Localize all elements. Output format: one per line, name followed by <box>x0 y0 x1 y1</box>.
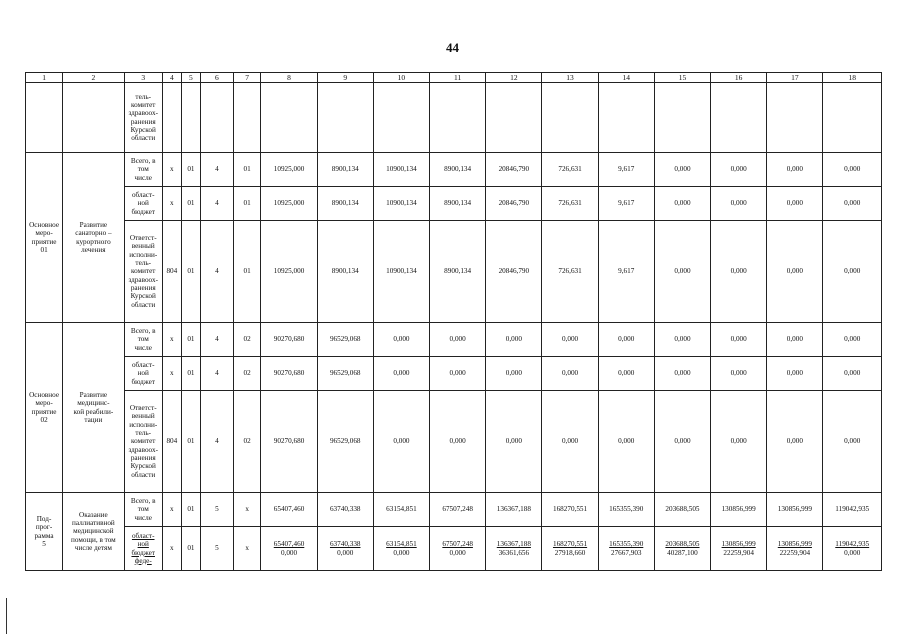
value-cell: 726,631 <box>542 153 598 187</box>
value-cell: 168270,551 <box>542 493 598 527</box>
column-header: 11 <box>430 73 486 83</box>
value-cell: 0,000 <box>654 357 710 391</box>
column-header: 1 <box>26 73 63 83</box>
value-cell: 63154,851 0,000 <box>373 527 429 571</box>
value-cell: 8900,134 <box>317 187 373 221</box>
table-cell <box>823 83 882 153</box>
block1-row <box>26 221 882 323</box>
column-header: 4 <box>162 73 181 83</box>
value-cell: 0,000 <box>598 357 654 391</box>
responsible-cell: област- ной бюджет <box>124 357 162 391</box>
responsible-cell: Ответст- венный исполни- тель- комитет здравоох- ранения Курской области <box>124 221 162 323</box>
value-cell: 0,000 <box>654 221 710 323</box>
value-cell: 0,000 <box>767 357 823 391</box>
value-cell: 119042,935 <box>823 493 882 527</box>
code-cell: 5 <box>200 527 233 571</box>
value-cell: 203688,505 40287,100 <box>654 527 710 571</box>
value-cell: 0,000 <box>430 323 486 357</box>
value-cell: 0,000 <box>486 391 542 493</box>
value-cell: 130856,999 22259,904 <box>711 527 767 571</box>
column-header: 10 <box>373 73 429 83</box>
table-cell <box>26 83 63 153</box>
table-cell <box>486 83 542 153</box>
value-cell: 0,000 <box>598 391 654 493</box>
code-cell: 01 <box>181 187 200 221</box>
value-cell: 0,000 <box>654 187 710 221</box>
value-cell: 96529,068 <box>317 391 373 493</box>
block1-label: Основное меро- приятие 01 <box>26 153 63 323</box>
value-cell: 165355,390 27667,903 <box>598 527 654 571</box>
value-cell: 0,000 <box>654 391 710 493</box>
code-cell: 4 <box>200 153 233 187</box>
value-cell: 10925,000 <box>261 153 317 187</box>
code-cell: 01 <box>181 527 200 571</box>
value-cell: 8900,134 <box>430 187 486 221</box>
value-cell: 168270,551 27918,660 <box>542 527 598 571</box>
table-cell <box>654 83 710 153</box>
value-cell: 96529,068 <box>317 323 373 357</box>
value-cell: 0,000 <box>542 357 598 391</box>
table-cell <box>63 83 125 153</box>
block2-name: Развитие медицинс- кой реабили- тации <box>63 323 125 493</box>
block2-label: Основное меро- приятие 02 <box>26 323 63 493</box>
table-cell <box>162 83 181 153</box>
value-cell: 0,000 <box>598 323 654 357</box>
code-cell: 5 <box>200 493 233 527</box>
value-cell: 0,000 <box>373 391 429 493</box>
code-cell: 4 <box>200 357 233 391</box>
value-cell: 20846,790 <box>486 221 542 323</box>
value-cell: 8900,134 <box>317 153 373 187</box>
value-cell: 90270,680 <box>261 357 317 391</box>
block1-row <box>26 187 882 221</box>
code-cell: х <box>233 493 261 527</box>
value-cell: 0,000 <box>767 187 823 221</box>
table-cell <box>233 83 261 153</box>
value-cell: 0,000 <box>767 221 823 323</box>
code-cell: х <box>162 153 181 187</box>
block1-name: Развитие санаторно – курортного лечения <box>63 153 125 323</box>
code-cell: х <box>162 187 181 221</box>
value-cell: 96529,068 <box>317 357 373 391</box>
value-cell: 136367,188 36361,656 <box>486 527 542 571</box>
value-cell: 0,000 <box>486 357 542 391</box>
code-cell: х <box>162 323 181 357</box>
value-cell: 9,617 <box>598 221 654 323</box>
responsible-cell: Ответст- венный исполни- тель- комитет здравоох- ранения Курской области <box>124 391 162 493</box>
value-cell: 65407,460 0,000 <box>261 527 317 571</box>
value-cell: 63154,851 <box>373 493 429 527</box>
block2-row <box>26 357 882 391</box>
value-cell: 0,000 <box>430 391 486 493</box>
code-cell: 01 <box>233 221 261 323</box>
value-cell: 10925,000 <box>261 187 317 221</box>
code-cell: 02 <box>233 323 261 357</box>
column-header: 8 <box>261 73 317 83</box>
responsible-cell: Всего, в том числе <box>124 493 162 527</box>
value-cell: 0,000 <box>823 391 882 493</box>
value-cell: 63740,338 <box>317 493 373 527</box>
value-cell: 67507,248 <box>430 493 486 527</box>
value-cell: 10900,134 <box>373 221 429 323</box>
value-cell: 0,000 <box>711 357 767 391</box>
column-header: 3 <box>124 73 162 83</box>
code-cell: х <box>233 527 261 571</box>
code-cell: х <box>162 493 181 527</box>
table-cell <box>317 83 373 153</box>
code-cell: 804 <box>162 221 181 323</box>
code-cell: х <box>162 527 181 571</box>
value-cell: 20846,790 <box>486 153 542 187</box>
table-cell <box>430 83 486 153</box>
budget-table <box>25 72 882 571</box>
value-cell: 0,000 <box>654 323 710 357</box>
table-cell <box>542 83 598 153</box>
code-cell: 01 <box>181 323 200 357</box>
value-cell: 0,000 <box>823 323 882 357</box>
table-cell <box>200 83 233 153</box>
value-cell: 0,000 <box>823 187 882 221</box>
value-cell: 0,000 <box>823 357 882 391</box>
responsible-cell: тель- комитет здравоох- ранения Курской области <box>124 83 162 153</box>
responsible-cell: Всего, в том числе <box>124 153 162 187</box>
value-cell: 726,631 <box>542 187 598 221</box>
column-header: 12 <box>486 73 542 83</box>
page-number: 44 <box>446 40 459 55</box>
column-header: 14 <box>598 73 654 83</box>
value-cell: 0,000 <box>486 323 542 357</box>
column-header: 9 <box>317 73 373 83</box>
block2-row <box>26 323 882 357</box>
column-header: 2 <box>63 73 125 83</box>
code-cell: 4 <box>200 391 233 493</box>
value-cell: 0,000 <box>654 153 710 187</box>
responsible-cell: Всего, в том числе <box>124 323 162 357</box>
value-cell: 203688,505 <box>654 493 710 527</box>
value-cell: 130856,999 <box>711 493 767 527</box>
column-header: 6 <box>200 73 233 83</box>
value-cell: 67507,248 0,000 <box>430 527 486 571</box>
block2-row <box>26 391 882 493</box>
margin-mark <box>6 598 7 634</box>
code-cell: 01 <box>181 153 200 187</box>
value-cell: 0,000 <box>823 221 882 323</box>
value-cell: 0,000 <box>711 221 767 323</box>
value-cell: 9,617 <box>598 153 654 187</box>
value-cell: 10925,000 <box>261 221 317 323</box>
column-header: 16 <box>711 73 767 83</box>
block1-row <box>26 153 882 187</box>
code-cell: 01 <box>233 153 261 187</box>
code-cell: 804 <box>162 391 181 493</box>
value-cell: 0,000 <box>542 323 598 357</box>
value-cell: 0,000 <box>823 153 882 187</box>
value-cell: 0,000 <box>711 391 767 493</box>
value-cell: 0,000 <box>711 187 767 221</box>
table-cell <box>711 83 767 153</box>
code-cell: 01 <box>233 187 261 221</box>
column-header: 5 <box>181 73 200 83</box>
value-cell: 0,000 <box>711 323 767 357</box>
block3-row <box>26 493 882 527</box>
block3-name: Оказание паллиативной медицинской помощи, в том числе детям <box>63 493 125 571</box>
value-cell: 0,000 <box>430 357 486 391</box>
value-cell: 130856,999 22259,904 <box>767 527 823 571</box>
value-cell: 0,000 <box>373 323 429 357</box>
value-cell: 10900,134 <box>373 187 429 221</box>
code-cell: 02 <box>233 391 261 493</box>
value-cell: 90270,680 <box>261 323 317 357</box>
code-cell: 01 <box>181 221 200 323</box>
value-cell: 0,000 <box>373 357 429 391</box>
value-cell: 65407,460 <box>261 493 317 527</box>
column-header: 7 <box>233 73 261 83</box>
value-cell: 8900,134 <box>430 153 486 187</box>
value-cell: 130856,999 <box>767 493 823 527</box>
code-cell: 01 <box>181 493 200 527</box>
value-cell: 10900,134 <box>373 153 429 187</box>
table-cell <box>373 83 429 153</box>
column-header: 17 <box>767 73 823 83</box>
code-cell: 02 <box>233 357 261 391</box>
table-cell <box>181 83 200 153</box>
responsible-cell: област- ной бюджет <box>124 187 162 221</box>
responsible-cell: област- ной бюджет феде- <box>124 527 162 571</box>
block3-row <box>26 527 882 571</box>
code-cell: 01 <box>181 357 200 391</box>
value-cell: 726,631 <box>542 221 598 323</box>
table-cell <box>767 83 823 153</box>
block3-label: Под- прог- рамма 5 <box>26 493 63 571</box>
value-cell: 0,000 <box>542 391 598 493</box>
code-cell: 01 <box>181 391 200 493</box>
code-cell: 4 <box>200 221 233 323</box>
value-cell: 9,617 <box>598 187 654 221</box>
value-cell: 8900,134 <box>430 221 486 323</box>
code-cell: 4 <box>200 323 233 357</box>
code-cell: 4 <box>200 187 233 221</box>
value-cell: 63740,338 0,000 <box>317 527 373 571</box>
value-cell: 0,000 <box>767 391 823 493</box>
table-cell <box>261 83 317 153</box>
column-header: 15 <box>654 73 710 83</box>
column-header: 18 <box>823 73 882 83</box>
value-cell: 0,000 <box>711 153 767 187</box>
value-cell: 20846,790 <box>486 187 542 221</box>
value-cell: 165355,390 <box>598 493 654 527</box>
table-cell <box>598 83 654 153</box>
continuation-row <box>26 83 882 153</box>
value-cell: 90270,680 <box>261 391 317 493</box>
value-cell: 0,000 <box>767 323 823 357</box>
value-cell: 0,000 <box>767 153 823 187</box>
value-cell: 119042,935 0,000 <box>823 527 882 571</box>
code-cell: х <box>162 357 181 391</box>
value-cell: 8900,134 <box>317 221 373 323</box>
column-header: 13 <box>542 73 598 83</box>
header-row <box>26 73 882 83</box>
value-cell: 136367,188 <box>486 493 542 527</box>
